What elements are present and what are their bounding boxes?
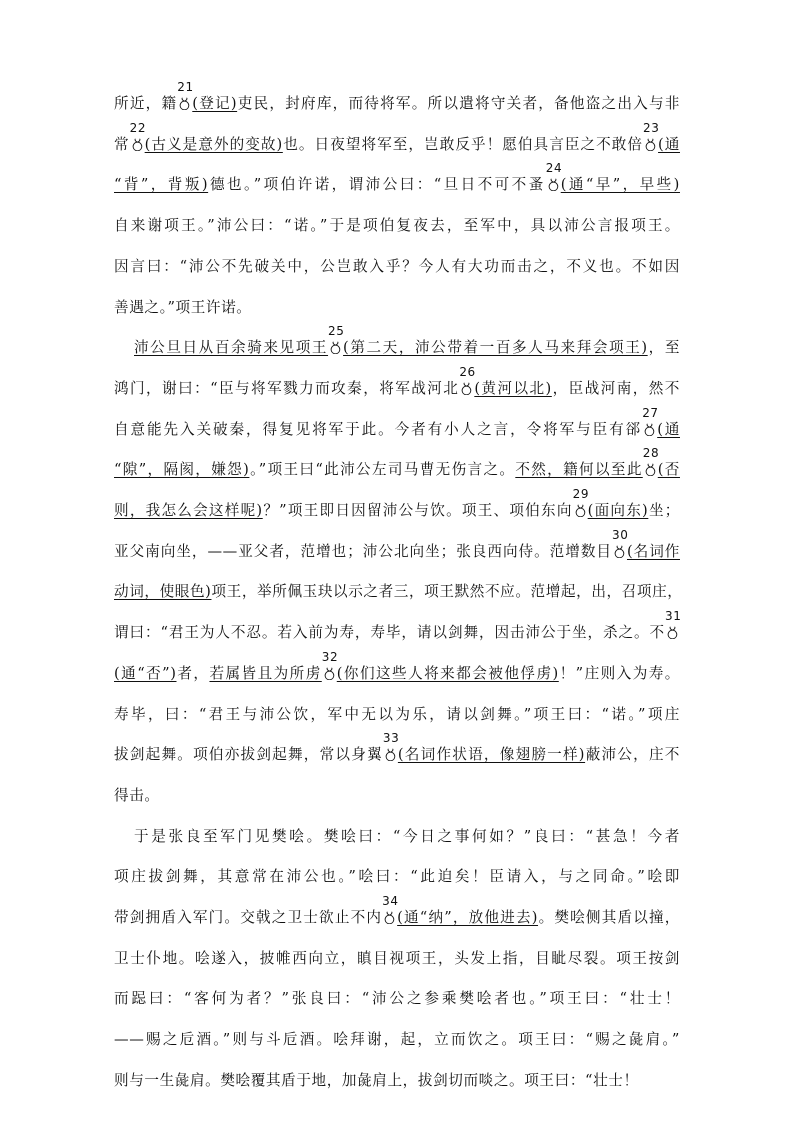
annotation-gloss: (面向东): [587, 502, 649, 519]
annotation-gloss: (登记): [192, 95, 238, 112]
text-run: 吏民，封府库，而待将军。所以遣将守关者，备他盗之出入与非: [237, 95, 680, 112]
text-line: [114, 487, 680, 531]
footnote-marker-icon: [131, 138, 144, 151]
footnote-marker-icon: [383, 911, 396, 924]
annotation-gloss: “背”，背叛): [114, 176, 209, 194]
footnote-number: 24: [545, 161, 563, 176]
footnote-marker-icon: [547, 178, 560, 191]
text-run: 亚父南向坐，——亚父者，范增也；沛公北向坐；张良西向侍。范增数目: [114, 542, 612, 560]
text-line: [114, 364, 680, 409]
annotation-gloss: (通: [658, 135, 680, 153]
text-line: [114, 857, 680, 897]
footnote-marker-icon: [644, 463, 657, 476]
annotation-gloss: (通: [657, 420, 680, 438]
text-line: [114, 649, 681, 694]
text-run: ，臣战河南，然不: [551, 379, 680, 397]
text-run: 项王，举所佩玉玦以示之者三，项王默然不应。范增起，出，召项庄，: [211, 583, 683, 601]
annotation-gloss: “隙”，隔阂，嫌怨): [114, 461, 250, 479]
text-line: [114, 731, 680, 775]
annotation-gloss: 不然，籍何以至此: [515, 461, 643, 479]
footnote-number: 30: [611, 527, 629, 542]
text-run: 自来谢项王。”沛公曰：“诺。”于是项伯复夜去，至军中，具以沛公言报项王。: [114, 217, 680, 235]
footnote-marker-icon: [323, 667, 336, 680]
text-line: [114, 161, 680, 205]
footnote-number: 31: [665, 609, 682, 624]
footnote-marker: [382, 894, 399, 924]
footnote-marker: [321, 649, 339, 680]
text-run: ？”项王即日因留沛公与饮。项王、项伯东向: [262, 502, 573, 519]
footnote-marker: [642, 405, 659, 436]
text-line: [114, 894, 680, 938]
footnote-number: 29: [572, 487, 590, 501]
annotation-gloss: (黄河以北): [474, 379, 552, 397]
text-run: ——赐之卮酒。”则与斗卮酒。哙拜谢，起，立而饮之。项王曰：“赐之彘肩。”: [114, 1031, 680, 1049]
footnote-marker-icon: [178, 97, 191, 110]
footnote-number: 27: [642, 405, 659, 420]
text-line: [114, 776, 160, 816]
annotation-gloss: 则，我怎么会这样呢): [114, 502, 263, 519]
text-run: 因言曰：“沛公不先破关中，公岂敢入乎？今人有大功而击之，不义也。不如因: [114, 257, 680, 275]
text-run: 卫士仆地。哙遂入，披帷西向立，瞋目视项王，头发上指，目眦尽裂。项王按剑: [114, 949, 680, 967]
text-line: [114, 939, 680, 979]
text-run: 德也。”项伯许诺，谓沛公曰：“旦日不可不蚤: [208, 176, 546, 194]
text-run: 于是张良至军门见樊哙。樊哙曰：“今日之事何如？”良曰：“甚急！今者: [134, 827, 680, 845]
text-line: [134, 817, 680, 857]
footnote-marker-icon: [574, 504, 587, 517]
footnote-marker-icon: [384, 748, 397, 761]
footnote-marker-icon: [644, 138, 657, 151]
footnote-marker: [328, 324, 345, 354]
text-run: 。樊哙侧其盾以撞，: [538, 909, 680, 926]
annotation-gloss: 若属皆且为所虏: [209, 664, 322, 682]
annotation-gloss: 动词，使眼色): [114, 583, 212, 601]
footnote-number: 33: [382, 731, 400, 746]
text-run: 自意能先入关破秦，得复见将军于此。今者有小人之言，令将军与臣有郤: [114, 420, 643, 438]
text-run: 带剑拥盾入军门。交戟之卫士欲止不内: [114, 909, 383, 926]
text-line: [114, 1061, 639, 1101]
text-line: [114, 695, 680, 735]
text-run: 善遇之。”项王许诺。: [114, 298, 252, 316]
text-run: 得击。: [114, 786, 160, 804]
footnote-number: 25: [328, 324, 345, 339]
footnote-number: 21: [177, 80, 194, 94]
footnote-number: 26: [459, 364, 476, 379]
text-line: [114, 247, 680, 287]
annotation-gloss: (否: [657, 461, 680, 479]
annotation-gloss: (通“否”): [114, 664, 177, 682]
footnote-marker-icon: [329, 341, 342, 354]
text-run: 鸿门，谢曰：“臣与将军戮力而攻秦，将军战河北: [114, 379, 460, 397]
footnote-number: 34: [382, 894, 399, 908]
footnote-marker: [665, 609, 682, 639]
footnote-marker: [129, 120, 147, 151]
footnote-marker-icon: [613, 545, 626, 558]
footnote-marker: [177, 80, 194, 110]
footnote-marker: [459, 364, 476, 395]
text-run: 拔剑起舞。项伯亦拔剑起舞，常以身翼: [114, 746, 383, 764]
footnote-number: 32: [321, 649, 339, 664]
text-run: 所近，籍: [114, 95, 178, 112]
text-run: 项庄拔剑舞，其意常在沛公也。”哙曰：“此迫矣！臣请入，与之同命。”哙即: [114, 868, 680, 886]
annotation-gloss: (第二天，沛公带着一百多人马来拜会项王): [343, 339, 648, 357]
annotation-gloss: (通“早”，早些): [560, 176, 680, 194]
text-line: [134, 324, 681, 368]
footnote-marker: [611, 527, 629, 558]
text-line: [114, 527, 680, 572]
text-line: [114, 572, 683, 612]
annotation-gloss: (名词作: [626, 542, 680, 560]
text-line: [114, 1020, 680, 1060]
annotation-gloss: 沛公旦日从百余骑来见项王: [134, 339, 329, 357]
text-line: [114, 979, 680, 1019]
footnote-number: 28: [642, 446, 660, 461]
annotation-gloss: (通“纳”，放他进去): [397, 909, 539, 926]
text-line: [114, 446, 680, 490]
text-run: ！”庄则入为寿。: [558, 664, 681, 682]
text-line: [114, 120, 680, 165]
footnote-marker: [643, 120, 660, 151]
footnote-marker: [572, 487, 590, 517]
annotation-gloss: (名词作状语，像翅膀一样): [397, 746, 586, 764]
footnote-marker: [642, 446, 660, 476]
footnote-number: 22: [129, 120, 147, 135]
text-run: ，至: [647, 339, 681, 357]
text-run: 蔽沛公，庄不: [585, 746, 680, 764]
text-line: [114, 609, 682, 653]
footnote-marker-icon: [666, 626, 679, 639]
text-run: 常: [114, 135, 130, 153]
text-line: [114, 288, 252, 328]
text-run: 寿毕，曰：“君王与沛公饮，军中无以为乐，请以剑舞。”项王曰：“诺。”项庄: [114, 705, 680, 723]
footnote-marker: [545, 161, 563, 191]
text-line: [114, 206, 680, 246]
text-run: 坐；: [648, 502, 680, 519]
text-line: [114, 405, 680, 450]
text-run: 者，: [176, 664, 210, 682]
text-line: [114, 80, 680, 124]
text-run: 而跽曰：“客何为者？”张良曰：“沛公之参乘樊哙者也。”项王曰：“壮士！: [114, 990, 680, 1008]
annotation-gloss: (你们这些人将来都会被他俘虏): [336, 664, 559, 682]
annotation-gloss: (古义是意外的变故): [144, 135, 283, 153]
text-run: 谓曰：“君王为人不忍。若入前为寿，寿毕，请以剑舞，因击沛公于坐，杀之。不: [114, 624, 665, 642]
footnote-marker-icon: [643, 423, 656, 436]
text-run: 也。日夜望将军至，岂敢反乎！愿伯具言臣之不敢倍: [282, 135, 644, 153]
footnote-number: 23: [643, 120, 660, 135]
footnote-marker: [382, 731, 400, 761]
text-run: 。”项王曰“此沛公左司马曹无伤言之。: [249, 461, 516, 479]
footnote-marker-icon: [460, 382, 473, 395]
text-run: 则与一生彘肩。樊哙覆其盾于地，加彘肩上，拔剑切而啖之。项王曰：“壮士！: [114, 1071, 639, 1089]
